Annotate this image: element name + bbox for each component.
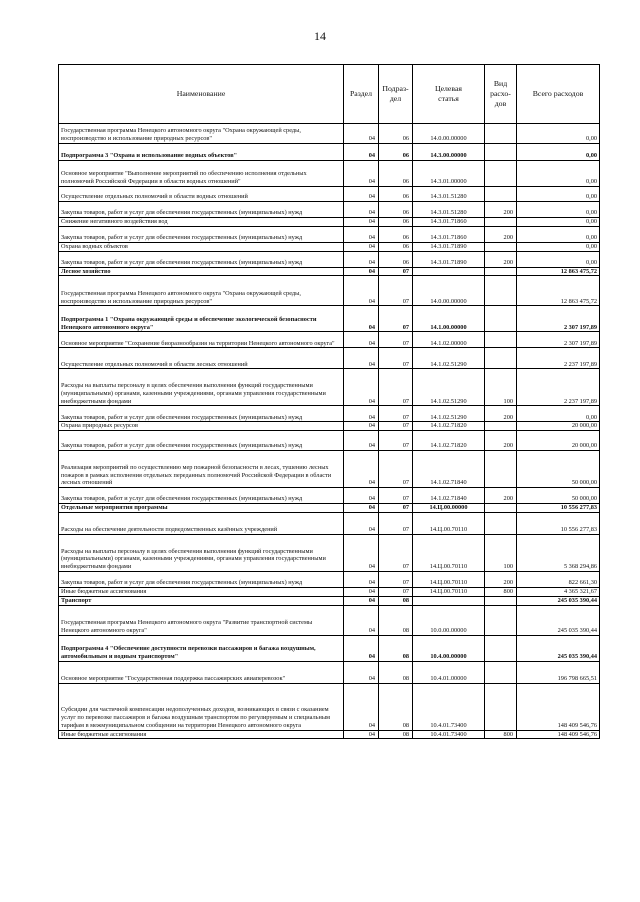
cell-total: 0,00 <box>517 251 600 267</box>
cell-total: 20 000,00 <box>517 431 600 451</box>
cell-statya: 10.4.01.73400 <box>413 683 485 730</box>
table-row <box>59 276 600 306</box>
cell-total: 0,00 <box>517 218 600 227</box>
cell-statya: 10.0.00.00000 <box>413 605 485 635</box>
cell-name: Лесное хозяйство <box>59 267 344 276</box>
cell-statya: 14.Ц.00.70110 <box>413 571 485 587</box>
cell-name: Расходы на обеспечение деятельности подведомственных казённых учреждений <box>59 512 344 534</box>
table-row <box>59 451 600 488</box>
cell-razdel: 04 <box>344 369 379 406</box>
cell-razdel: 04 <box>344 635 379 661</box>
cell-name: Основное мероприятие "Сохранение биоразнообразия на территории Ненецкого автономного округа" <box>59 332 344 348</box>
table-row <box>59 242 600 251</box>
budget-table-container <box>58 64 599 739</box>
cell-total: 2 237 197,89 <box>517 348 600 369</box>
cell-vid <box>485 276 517 306</box>
cell-podrazdel: 07 <box>379 504 413 513</box>
table-row <box>59 512 600 534</box>
cell-vid: 200 <box>485 431 517 451</box>
cell-vid <box>485 306 517 332</box>
cell-vid <box>485 332 517 348</box>
header-name: Наименование <box>59 65 344 124</box>
cell-statya: 14.3.00.00000 <box>413 144 485 161</box>
cell-razdel: 04 <box>344 332 379 348</box>
cell-statya: 14.0.00.00000 <box>413 124 485 144</box>
cell-total: 245 035 390,44 <box>517 596 600 605</box>
cell-vid: 100 <box>485 534 517 571</box>
cell-name: Подпрограмма 1 "Охрана окружающей среды и обеспечение экологической безопасности Ненецкого автономного округа" <box>59 306 344 332</box>
cell-name: Закупка товаров, работ и услуг для обеспечения государственных (муниципальных) нужд <box>59 251 344 267</box>
cell-razdel: 04 <box>344 306 379 332</box>
header-vid: Вид расхо- дов <box>485 65 517 124</box>
cell-podrazdel: 06 <box>379 226 413 242</box>
cell-name: Осуществление отдельных полномочий в области водных отношений <box>59 187 344 202</box>
cell-vid <box>485 661 517 683</box>
cell-podrazdel: 07 <box>379 571 413 587</box>
table-row <box>59 422 600 431</box>
table-row <box>59 332 600 348</box>
header-podrazdel: Подраз- дел <box>379 65 413 124</box>
cell-name: Подпрограмма 3 "Охрана и использование водных объектов" <box>59 144 344 161</box>
cell-podrazdel: 08 <box>379 661 413 683</box>
cell-podrazdel: 07 <box>379 534 413 571</box>
cell-statya: 10.4.00.00000 <box>413 635 485 661</box>
table-row <box>59 161 600 187</box>
cell-razdel: 04 <box>344 144 379 161</box>
cell-name: Расходы на выплаты персоналу в целях обеспечения выполнения функций государственными (муниципальными) органами, казенными учреждениями, органами управления государственными внебюджетными фондами <box>59 369 344 406</box>
cell-total: 245 035 390,44 <box>517 605 600 635</box>
table-row <box>59 124 600 144</box>
cell-podrazdel: 07 <box>379 431 413 451</box>
cell-total: 0,00 <box>517 242 600 251</box>
cell-total: 0,00 <box>517 202 600 218</box>
cell-podrazdel: 07 <box>379 422 413 431</box>
cell-podrazdel: 06 <box>379 251 413 267</box>
cell-statya: 10.4.01.00000 <box>413 661 485 683</box>
cell-podrazdel: 08 <box>379 730 413 739</box>
cell-podrazdel: 08 <box>379 596 413 605</box>
cell-podrazdel: 07 <box>379 348 413 369</box>
cell-vid: 200 <box>485 406 517 422</box>
cell-razdel: 04 <box>344 267 379 276</box>
cell-name: Закупка товаров, работ и услуг для обеспечения государственных (муниципальных) нужд <box>59 406 344 422</box>
cell-statya: 10.4.01.73400 <box>413 730 485 739</box>
cell-razdel: 04 <box>344 488 379 504</box>
cell-name: Закупка товаров, работ и услуг для обеспечения государственных (муниципальных) нужд <box>59 202 344 218</box>
cell-podrazdel: 07 <box>379 451 413 488</box>
cell-vid <box>485 144 517 161</box>
cell-total: 50 000,00 <box>517 451 600 488</box>
cell-razdel: 04 <box>344 504 379 513</box>
cell-razdel: 04 <box>344 242 379 251</box>
cell-razdel: 04 <box>344 422 379 431</box>
cell-name: Реализация мероприятий по осуществлению мер пожарной безопасности в лесах, тушению лесных пожаров в рамках исполнения отдельных переданных полномочий Российской Федерации в области лесных отношений <box>59 451 344 488</box>
table-body <box>59 124 600 739</box>
cell-podrazdel: 06 <box>379 187 413 202</box>
cell-statya: 14.3.01.71890 <box>413 242 485 251</box>
cell-razdel: 04 <box>344 124 379 144</box>
budget-table <box>58 64 600 739</box>
table-row <box>59 661 600 683</box>
cell-podrazdel: 06 <box>379 202 413 218</box>
cell-razdel: 04 <box>344 683 379 730</box>
cell-podrazdel: 06 <box>379 218 413 227</box>
table-row <box>59 267 600 276</box>
cell-podrazdel: 07 <box>379 267 413 276</box>
cell-total: 20 000,00 <box>517 422 600 431</box>
cell-total: 12 863 475,72 <box>517 267 600 276</box>
cell-vid: 200 <box>485 571 517 587</box>
cell-name: Охрана водных объектов <box>59 242 344 251</box>
table-row <box>59 369 600 406</box>
cell-razdel: 04 <box>344 730 379 739</box>
cell-razdel: 04 <box>344 431 379 451</box>
cell-total: 0,00 <box>517 406 600 422</box>
cell-total: 0,00 <box>517 124 600 144</box>
cell-total: 12 863 475,72 <box>517 276 600 306</box>
cell-razdel: 04 <box>344 276 379 306</box>
cell-statya: 14.3.01.51280 <box>413 202 485 218</box>
cell-razdel: 04 <box>344 187 379 202</box>
cell-podrazdel: 06 <box>379 242 413 251</box>
table-row <box>59 144 600 161</box>
cell-statya: 14.1.02.51290 <box>413 369 485 406</box>
table-row <box>59 406 600 422</box>
cell-podrazdel: 07 <box>379 512 413 534</box>
cell-vid: 200 <box>485 251 517 267</box>
cell-statya: 14.1.02.71840 <box>413 451 485 488</box>
cell-name: Транспорт <box>59 596 344 605</box>
table-row <box>59 635 600 661</box>
cell-name: Иные бюджетные ассигнования <box>59 587 344 596</box>
cell-vid <box>485 635 517 661</box>
cell-vid <box>485 218 517 227</box>
cell-podrazdel: 07 <box>379 276 413 306</box>
cell-vid <box>485 422 517 431</box>
table-row <box>59 251 600 267</box>
cell-total: 0,00 <box>517 161 600 187</box>
cell-statya: 14.1.02.71820 <box>413 422 485 431</box>
table-row <box>59 730 600 739</box>
cell-name: Закупка товаров, работ и услуг для обеспечения государственных (муниципальных) нужд <box>59 431 344 451</box>
cell-vid <box>485 596 517 605</box>
table-row <box>59 683 600 730</box>
cell-razdel: 04 <box>344 512 379 534</box>
cell-vid: 200 <box>485 202 517 218</box>
cell-vid <box>485 242 517 251</box>
cell-podrazdel: 07 <box>379 587 413 596</box>
cell-vid <box>485 504 517 513</box>
table-row <box>59 596 600 605</box>
cell-razdel: 04 <box>344 161 379 187</box>
cell-name: Основное мероприятие "Выполнение мероприятий по обеспечению исполнения отдельных полномочий Российской Федерации в области водных отношений" <box>59 161 344 187</box>
cell-name: Государственная программа Ненецкого автономного округа "Охрана окружающей среды, воспроизводство и использование природных ресурсов" <box>59 276 344 306</box>
cell-name: Охрана природных ресурсов <box>59 422 344 431</box>
cell-razdel: 04 <box>344 587 379 596</box>
cell-razdel: 04 <box>344 605 379 635</box>
cell-razdel: 04 <box>344 218 379 227</box>
cell-statya: 14.1.02.51290 <box>413 406 485 422</box>
cell-total: 2 307 197,89 <box>517 306 600 332</box>
table-row <box>59 488 600 504</box>
table-row <box>59 534 600 571</box>
cell-vid <box>485 451 517 488</box>
cell-podrazdel: 06 <box>379 161 413 187</box>
cell-podrazdel: 08 <box>379 683 413 730</box>
cell-podrazdel: 07 <box>379 488 413 504</box>
cell-statya: 14.0.00.00000 <box>413 276 485 306</box>
cell-statya <box>413 596 485 605</box>
table-header-row <box>59 65 600 124</box>
cell-vid <box>485 348 517 369</box>
page-number: 14 <box>314 29 326 43</box>
cell-razdel: 04 <box>344 571 379 587</box>
cell-razdel: 04 <box>344 451 379 488</box>
cell-total: 10 556 277,83 <box>517 504 600 513</box>
cell-statya: 14.1.02.71840 <box>413 488 485 504</box>
header-statya: Целевая статья <box>413 65 485 124</box>
table-row <box>59 348 600 369</box>
cell-total: 245 035 390,44 <box>517 635 600 661</box>
cell-name: Иные бюджетные ассигнования <box>59 730 344 739</box>
cell-razdel: 04 <box>344 202 379 218</box>
cell-statya: 14.3.01.00000 <box>413 161 485 187</box>
cell-name: Государственная программа Ненецкого автономного округа "Охрана окружающей среды, воспроизводство и использование природных ресурсов" <box>59 124 344 144</box>
cell-statya: 14.1.02.00000 <box>413 332 485 348</box>
cell-razdel: 04 <box>344 226 379 242</box>
cell-vid: 800 <box>485 730 517 739</box>
cell-total: 5 368 294,86 <box>517 534 600 571</box>
cell-statya: 14.Ц.00.70110 <box>413 534 485 571</box>
cell-statya: 14.3.01.71860 <box>413 218 485 227</box>
cell-vid <box>485 187 517 202</box>
cell-statya: 14.3.01.51280 <box>413 187 485 202</box>
cell-razdel: 04 <box>344 534 379 571</box>
cell-razdel: 04 <box>344 661 379 683</box>
table-row <box>59 226 600 242</box>
cell-name: Основное мероприятие "Государственная поддержка пассажирских авиаперевозок" <box>59 661 344 683</box>
header-razdel: Раздел <box>344 65 379 124</box>
cell-podrazdel: 06 <box>379 124 413 144</box>
header-total: Всего расходов <box>517 65 600 124</box>
table-row <box>59 202 600 218</box>
cell-total: 148 409 546,76 <box>517 730 600 739</box>
cell-name: Государственная программа Ненецкого автономного округа "Развитие транспортной системы Ненецкого автономного округа" <box>59 605 344 635</box>
table-row <box>59 571 600 587</box>
cell-total: 148 409 546,76 <box>517 683 600 730</box>
cell-statya: 14.3.01.71860 <box>413 226 485 242</box>
cell-name: Снижение негативного воздействия вод <box>59 218 344 227</box>
cell-statya <box>413 267 485 276</box>
cell-vid <box>485 161 517 187</box>
cell-vid: 100 <box>485 369 517 406</box>
cell-statya: 14.Ц.00.70110 <box>413 587 485 596</box>
table-row <box>59 218 600 227</box>
cell-vid <box>485 267 517 276</box>
cell-podrazdel: 07 <box>379 332 413 348</box>
cell-total: 2 307 197,89 <box>517 332 600 348</box>
cell-razdel: 04 <box>344 251 379 267</box>
cell-podrazdel: 08 <box>379 635 413 661</box>
cell-podrazdel: 08 <box>379 605 413 635</box>
cell-podrazdel: 06 <box>379 144 413 161</box>
cell-total: 0,00 <box>517 226 600 242</box>
cell-total: 50 000,00 <box>517 488 600 504</box>
cell-statya: 14.1.02.71820 <box>413 431 485 451</box>
cell-name: Закупка товаров, работ и услуг для обеспечения государственных (муниципальных) нужд <box>59 488 344 504</box>
cell-vid <box>485 683 517 730</box>
cell-vid: 200 <box>485 488 517 504</box>
cell-name: Отдельные мероприятия программы <box>59 504 344 513</box>
cell-podrazdel: 07 <box>379 369 413 406</box>
cell-name: Закупка товаров, работ и услуг для обеспечения государственных (муниципальных) нужд <box>59 571 344 587</box>
cell-name: Подпрограмма 4 "Обеспечение доступности перевозки пассажиров и багажа воздушным, автомобильным и водным транспортом" <box>59 635 344 661</box>
cell-statya: 14.1.02.51290 <box>413 348 485 369</box>
cell-razdel: 04 <box>344 406 379 422</box>
cell-vid <box>485 605 517 635</box>
cell-total: 10 556 277,83 <box>517 512 600 534</box>
cell-name: Субсидии для частичной компенсации недополученных доходов, возникающих в связи с оказанием услуг по перевозке пассажиров и багажа воздушным транспортом по регулируемым и специальным тарифам в межмуниципальном сообщении на территории Ненецкого автономного округа <box>59 683 344 730</box>
cell-vid <box>485 512 517 534</box>
cell-statya: 14.Ц.00.00000 <box>413 504 485 513</box>
cell-vid: 800 <box>485 587 517 596</box>
cell-vid <box>485 124 517 144</box>
cell-name: Расходы на выплаты персоналу в целях обеспечения выполнения функций государственными (муниципальными) органами, казенными учреждениями, органами управления государственными внебюджетными фондами <box>59 534 344 571</box>
table-row <box>59 587 600 596</box>
cell-statya: 14.3.01.71890 <box>413 251 485 267</box>
table-row <box>59 187 600 202</box>
cell-name: Закупка товаров, работ и услуг для обеспечения государственных (муниципальных) нужд <box>59 226 344 242</box>
cell-statya: 14.1.00.00000 <box>413 306 485 332</box>
cell-total: 0,00 <box>517 144 600 161</box>
cell-razdel: 04 <box>344 348 379 369</box>
table-row <box>59 431 600 451</box>
cell-statya: 14.Ц.00.70110 <box>413 512 485 534</box>
table-row <box>59 605 600 635</box>
cell-vid: 200 <box>485 226 517 242</box>
table-row <box>59 504 600 513</box>
table-row <box>59 306 600 332</box>
cell-podrazdel: 07 <box>379 406 413 422</box>
cell-total: 0,00 <box>517 187 600 202</box>
cell-total: 4 365 321,67 <box>517 587 600 596</box>
cell-total: 822 661,30 <box>517 571 600 587</box>
cell-razdel: 04 <box>344 596 379 605</box>
cell-podrazdel: 07 <box>379 306 413 332</box>
cell-name: Осуществление отдельных полномочий в области лесных отношений <box>59 348 344 369</box>
cell-total: 196 798 665,51 <box>517 661 600 683</box>
cell-total: 2 237 197,89 <box>517 369 600 406</box>
